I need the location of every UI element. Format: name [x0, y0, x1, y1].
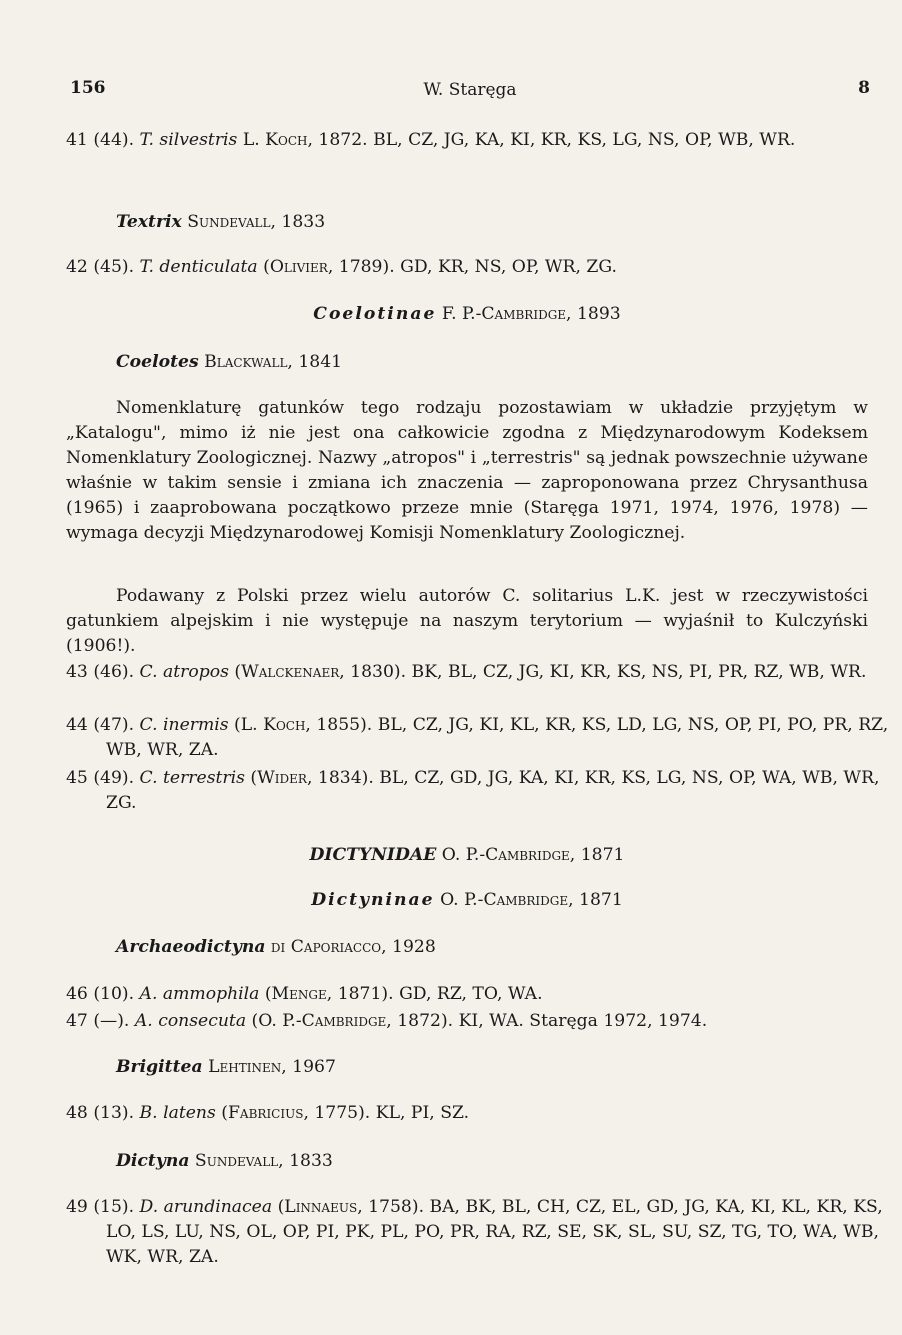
entry-44: 44 (47). C. inermis (L. Koch, 1855). BL, CZ, JG, KI, KL, KR, KS, LD, LG, NS, OP, PI, PO, PR, RZ, WB, WR, ZA. — [66, 715, 889, 760]
family-dictynidae: DICTYNIDAE O. P.-Cambridge, 1871 — [309, 845, 625, 865]
entry-41: 41 (44). T. silvestris L. Koch, 1872. BL, CZ, JG, KA, KI, KR, KS, LG, NS, OP, WB, WR. — [66, 130, 796, 150]
subfamily-dictyninae: Dictyninae O. P.-Cambridge, 1871 — [311, 890, 623, 910]
entry-45: 45 (49). C. terrestris (Wider, 1834). BL, CZ, GD, JG, KA, KI, KR, KS, LG, NS, OP, WA, WB, WR, ZG. — [66, 768, 880, 813]
entry-46: 46 (10). A. ammophila (Menge, 1871). GD, RZ, TO, WA. — [66, 984, 543, 1004]
page-header — [70, 78, 870, 102]
entry-43: 43 (46). C. atropos (Walckenaer, 1830). BK, BL, CZ, JG, KI, KR, KS, NS, PI, PR, RZ, WB, WR. — [66, 662, 867, 682]
entry-42: 42 (45). T. denticulata (Olivier, 1789). GD, KR, NS, OP, WR, ZG. — [66, 257, 617, 277]
genus-textrix: Textrix Sundevall, 1833 — [116, 212, 326, 232]
entry-48: 48 (13). B. latens (Fabricius, 1775). KL, PI, SZ. — [66, 1103, 470, 1123]
entry-47: 47 (—). A. consecuta (O. P.-Cambridge, 1872). KI, WA. Staręga 1972, 1974. — [66, 1011, 708, 1031]
entry-49: 49 (15). D. arundinacea (Linnaeus, 1758). BA, BK, BL, CH, CZ, EL, GD, JG, KA, KI, KL, KR, KS, LO, LS, LU, NS, OL, OP, PI, PK, PL, PO, PR, RA, RZ, SE, SK, SL, SU, SZ, TG, TO, WA, WB, WK, WR, ZA. — [66, 1197, 883, 1267]
subfamily-coelotinae: Coelotinae F. P.-Cambridge, 1893 — [313, 304, 621, 324]
genus-brigittea: Brigittea Lehtinen, 1967 — [116, 1057, 336, 1077]
page-number: 156 — [70, 78, 106, 98]
genus-coelotes: Coelotes Blackwall, 1841 — [116, 352, 343, 372]
genus-archaeodictyna: Archaeodictyna di Caporiacco, 1928 — [116, 937, 436, 957]
paragraph-nomenclature: Nomenklaturę gatunków tego rodzaju pozostawiam w układzie przyjętym w „Katalogu", mimo iż nie jest ona całkowicie zgodna z Międzynarodowym Kodeksem Nomenklatury Zoologicznej. Nazwy „atropos" i „terrestris" są jednak powszechnie używane właśnie w takim sensie i zmiana ich znaczenia — zaproponowana przez Chrysanthusa (1965) i zaaprobowana początkowo przeze mnie (Staręga 1971, 1974, 1976, 1978) — wymaga decyzji Międzynarodowej Komisji Nomenklatury Zoologicznej. — [66, 398, 868, 543]
signature-mark: 8 — [858, 78, 870, 98]
running-head-author: W. Staręga — [423, 80, 517, 100]
genus-dictyna: Dictyna Sundevall, 1833 — [116, 1151, 333, 1171]
paragraph-solitarius: Podawany z Polski przez wielu autorów C. solitarius L.K. jest w rzeczywistości gatunkiem alpejskim i nie występuje na naszym terytorium — wyjaśnił to Kulczyński (1906!). — [66, 586, 868, 656]
